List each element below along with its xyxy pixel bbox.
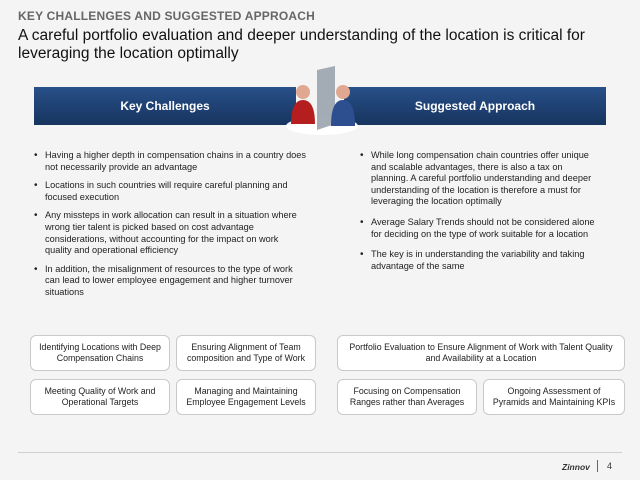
suggested-approach-banner: Suggested Approach	[344, 87, 606, 125]
challenge-item: • Any missteps in work allocation can result in a situation where wrong tier talent is picked based on cost advantage considerations, without accounting for the impact on work quality and operational efficiency	[34, 210, 306, 256]
approach-box-portfolio-evaluation: Portfolio Evaluation to Ensure Alignment of Work with Talent Quality and Availability at a Location	[337, 335, 625, 371]
challenge-box-identifying-locations: Identifying Locations with Deep Compensation Chains	[30, 335, 170, 371]
footer-separator	[597, 460, 598, 472]
approach-list	[360, 150, 600, 281]
page-number: 4	[607, 461, 613, 471]
challenges-list	[34, 150, 306, 306]
key-challenges-banner: Key Challenges	[34, 87, 296, 125]
two-people-divided-icon	[283, 64, 361, 138]
challenge-box-quality-targets: Meeting Quality of Work and Operational Targets	[30, 379, 170, 415]
approach-box-compensation-ranges: Focusing on Compensation Ranges rather than Averages	[337, 379, 477, 415]
approach-item: • While long compensation chain countries offer unique and scalable advantages, there is also a tax on planning. A careful portfolio understanding and deeper understanding of the location is therefore a must for leveraging the location optimally	[360, 150, 600, 208]
challenge-box-employee-engagement: Managing and Maintaining Employee Engagement Levels	[176, 379, 316, 415]
challenge-item: • Locations in such countries will require careful planning and focused execution	[34, 180, 306, 203]
approach-item: • The key is in understanding the variability and taking advantage of the same	[360, 249, 600, 272]
challenge-item: • Having a higher depth in compensation chains in a country does not necessarily provide an advantage	[34, 150, 306, 173]
footer-divider	[18, 452, 622, 453]
approach-item: • Average Salary Trends should not be considered alone for deciding on the type of work suitable for a location	[360, 217, 600, 240]
brand-logo: Zinnov	[562, 462, 590, 472]
challenge-item: • In addition, the misalignment of resources to the type of work can lead to lower employee engagement and higher turnover situations	[34, 264, 306, 299]
challenge-box-team-alignment: Ensuring Alignment of Team composition and Type of Work	[176, 335, 316, 371]
approach-box-pyramids-kpis: Ongoing Assessment of Pyramids and Maintaining KPIs	[483, 379, 625, 415]
slide-kicker: KEY CHALLENGES AND SUGGESTED APPROACH	[18, 9, 315, 23]
slide-title: A careful portfolio evaluation and deeper understanding of the location is critical for leveraging the location optimally	[18, 27, 585, 62]
